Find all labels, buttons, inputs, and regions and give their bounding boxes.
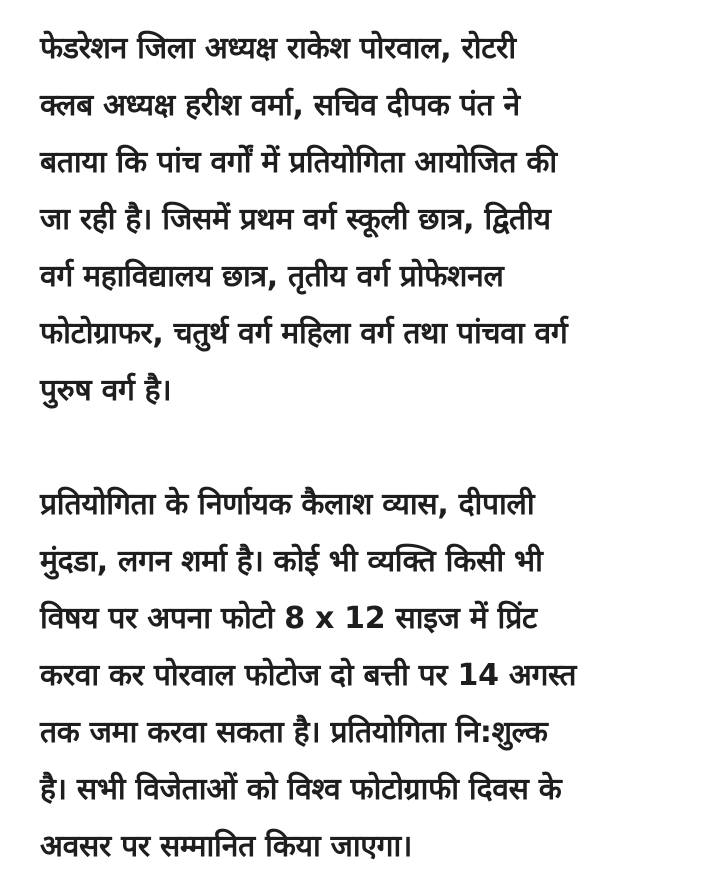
text-line: मुंदडा, लगन शर्मा है। कोई भी व्यक्ति किसी भी [40,544,543,579]
article-body [40,20,690,875]
text-line: विषय पर अपना फोटो 8 x 12 साइज में प्रिंट [40,601,537,636]
text-line: तक जमा करवा सकता है। प्रतियोगिता नि:शुल्क [40,715,548,750]
text-line: बताया कि पांच वर्गों में प्रतियोगिता आयोजित की [40,145,557,180]
text-line: फेडरेशन जिला अध्यक्ष राकेश पोरवाल, रोटरी [40,31,516,66]
text-line: अवसर पर सम्मानित किया जाएगा। [40,829,413,864]
paragraph-1 [40,20,690,419]
text-line: जा रही है। जिसमें प्रथम वर्ग स्कूली छात्र, द्वितीय [40,202,551,237]
text-line: प्रतियोगिता के निर्णायक कैलाश व्यास, दीपाली [40,487,535,522]
paragraph-spacer [40,419,690,476]
text-line: फोटोग्राफर, चतुर्थ वर्ग महिला वर्ग तथा पांचवा वर्ग [40,316,568,351]
text-line: है। सभी विजेताओं को विश्व फोटोग्राफी दिवस के [40,772,562,807]
text-line: क्लब अध्यक्ष हरीश वर्मा, सचिव दीपक पंत ने [40,88,520,123]
text-line: पुरुष वर्ग है। [40,373,172,408]
text-line: करवा कर पोरवाल फोटोज दो बत्ती पर 14 अगस्त [40,658,577,693]
text-line: वर्ग महाविद्यालय छात्र, तृतीय वर्ग प्रोफेशनल [40,259,504,294]
paragraph-2 [40,476,690,875]
